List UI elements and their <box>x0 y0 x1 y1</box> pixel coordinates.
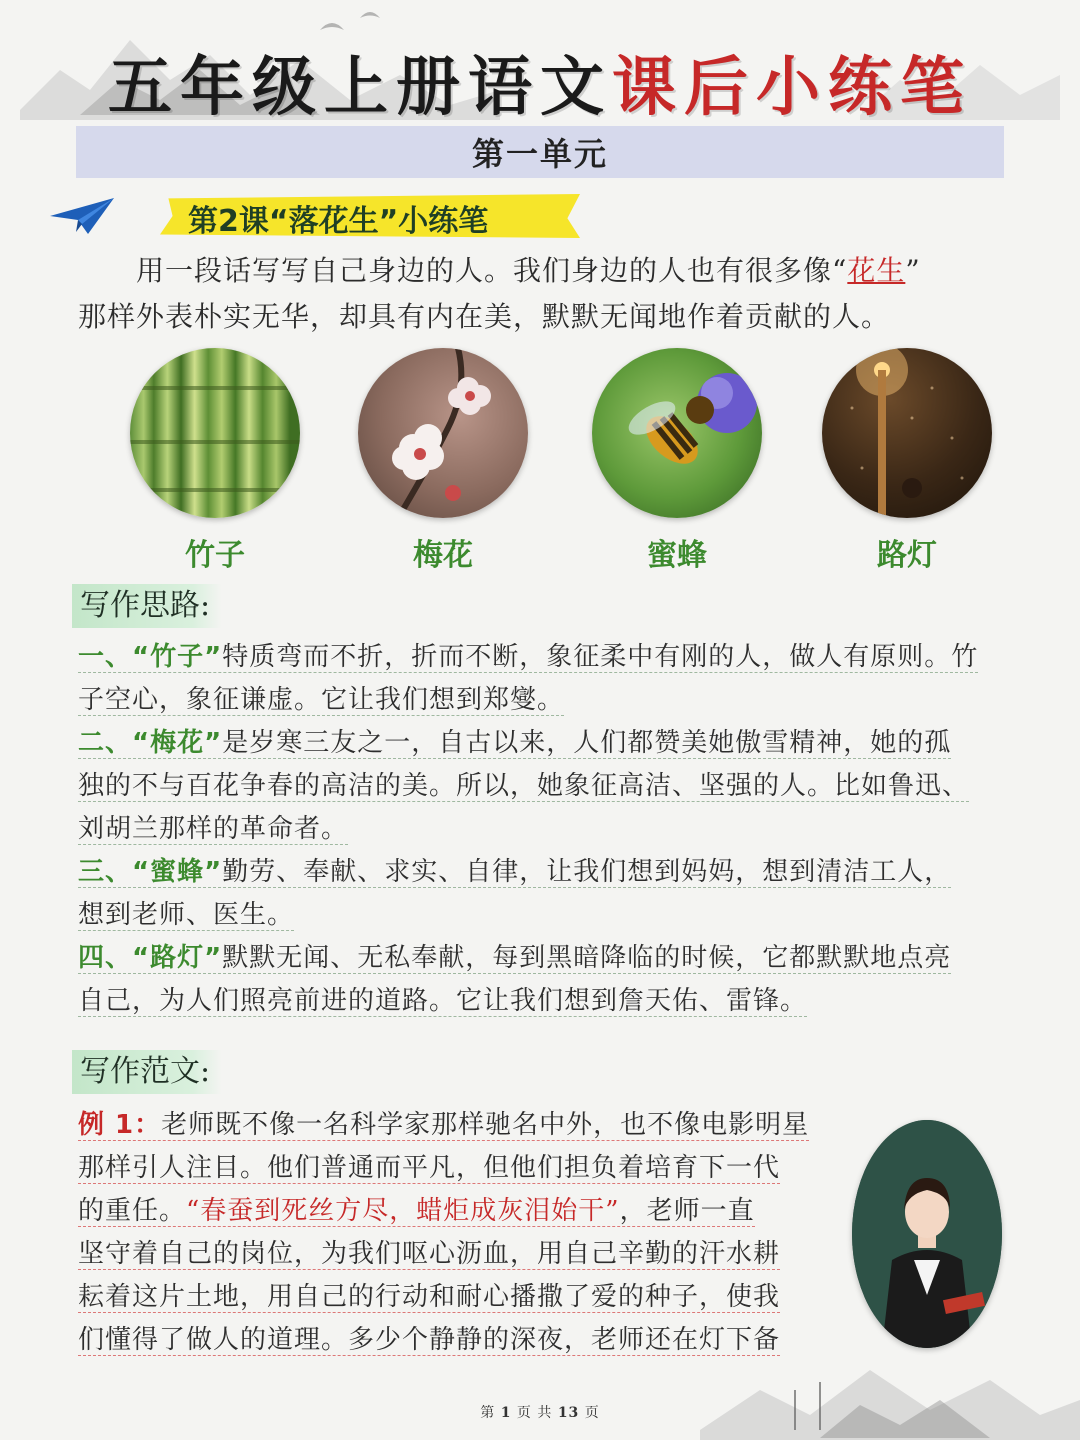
idea-text: 特质弯而不折，折而不断，象征柔中有刚的人，做人有原则。竹 <box>222 642 979 672</box>
paper-plane-icon <box>48 194 116 238</box>
intro-highlight: 花生 <box>847 254 906 287</box>
idea-keyword: “竹子” <box>132 642 223 672</box>
idea-text: 自己，为人们照亮前进的道路。它让我们想到詹天佑、雷锋。 <box>78 986 808 1016</box>
image-caption: 梅花 <box>413 538 473 573</box>
title-highlight: 课后小练笔 <box>612 51 972 125</box>
teacher-photo <box>852 1120 1002 1348</box>
page-footer <box>0 1402 1080 1422</box>
image-caption: 路灯 <box>877 538 937 573</box>
ink-mountain-decoration <box>700 1320 1080 1440</box>
sample-text: 老师既不像一名科学家那样驰名中外，也不像电影明星 <box>161 1110 810 1140</box>
idea-item <box>78 937 1006 1023</box>
idea-number: 四、 <box>78 943 133 973</box>
footer-text: 页 共 <box>516 1405 553 1421</box>
intro-paragraph <box>78 248 1008 340</box>
idea-number: 三、 <box>78 857 133 887</box>
section-tag-sample: 写作范文: <box>72 1050 222 1094</box>
lesson-heading <box>48 192 548 242</box>
sample-text: ，老师一直 <box>619 1196 755 1226</box>
idea-number: 一、 <box>78 642 133 672</box>
intro-text: 用一段话写写自己身边的人。我们身边的人也有很多像“ <box>136 254 848 287</box>
footer-text: 第 <box>480 1405 496 1421</box>
image-caption: 蜜蜂 <box>647 538 707 573</box>
sample-label: 例 1： <box>78 1110 162 1140</box>
sample-text: 的重任。 <box>78 1196 187 1226</box>
idea-keyword: “路灯” <box>132 943 223 973</box>
sample-text: 那样引人注目。他们普通而平凡，但他们担负着培育下一代 <box>78 1153 781 1183</box>
lesson-title: 第2课“落花生”小练笔 <box>188 204 489 239</box>
idea-item <box>78 851 1006 937</box>
footer-text: 页 <box>584 1405 600 1421</box>
unit-heading: 第一单元 <box>76 126 1004 178</box>
image-caption: 竹子 <box>185 538 245 573</box>
idea-keyword: “蜜蜂” <box>132 857 223 887</box>
idea-text: 子空心，象征谦虚。它让我们想到郑燮。 <box>78 685 565 715</box>
sample-text: 坚守着自己的岗位，为我们呕心沥血，用自己辛勤的汗水耕 <box>78 1239 781 1269</box>
bamboo-image <box>130 348 300 518</box>
idea-item <box>78 722 1006 851</box>
sample-quote: “春蚕到死丝方尽，蜡炬成灰泪始干” <box>186 1196 620 1226</box>
intro-text: ” <box>905 254 921 287</box>
image-row <box>130 348 1010 528</box>
idea-text: 独的不与百花争春的高洁的美。所以，她象征高洁、坚强的人。比如鲁迅、 <box>78 771 970 801</box>
idea-keyword: “梅花” <box>132 728 223 758</box>
sample-text: 耘着这片土地，用自己的行动和耐心播撒了爱的种子，使我 <box>78 1282 781 1312</box>
plum-blossom-image <box>358 348 528 518</box>
idea-item <box>78 636 1006 722</box>
title-main: 五年级上册语文 <box>108 51 612 125</box>
idea-text: 刘胡兰那样的革命者。 <box>78 814 349 844</box>
idea-text: 默默无闻、无私奉献，每到黑暗降临的时候，它都默默地点亮 <box>222 943 952 973</box>
street-lamp-image <box>822 348 992 518</box>
writing-ideas <box>78 636 1006 1023</box>
idea-text: 勤劳、奉献、求实、自律，让我们想到妈妈，想到清洁工人， <box>222 857 952 887</box>
bee-image <box>592 348 762 518</box>
idea-text: 想到老师、医生。 <box>78 900 295 930</box>
page-total: 13 <box>557 1405 580 1421</box>
section-tag-ideas: 写作思路: <box>72 584 222 628</box>
idea-number: 二、 <box>78 728 133 758</box>
sample-text: 们懂得了做人的道理。多少个静静的深夜，老师还在灯下备 <box>78 1325 781 1355</box>
idea-text: 是岁寒三友之一，自古以来，人们都赞美她傲雪精神，她的孤 <box>222 728 952 758</box>
intro-text: 那样外表朴实无华，却具有内在美，默默无闻地作着贡献的人。 <box>78 300 891 333</box>
page-number: 1 <box>500 1405 512 1421</box>
page-title <box>108 36 972 125</box>
